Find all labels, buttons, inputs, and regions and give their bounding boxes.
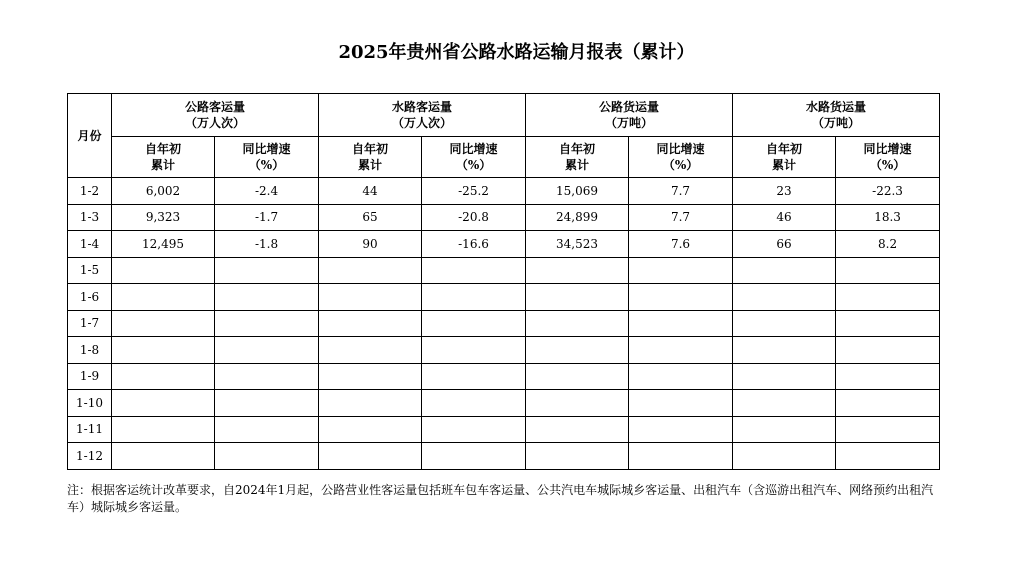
subheader-line: （%）	[455, 158, 492, 172]
cumulative-cell	[733, 363, 836, 390]
growth-cell	[422, 257, 526, 284]
growth-cell	[836, 443, 940, 470]
group-name: 公路客运量	[185, 100, 246, 114]
month-cell: 1-4	[68, 231, 112, 258]
group-unit: （万人次）	[392, 116, 453, 130]
cumulative-cell: 34,523	[526, 231, 629, 258]
cumulative-cell	[733, 443, 836, 470]
growth-header	[629, 137, 733, 178]
cumulative-cell: 23	[733, 178, 836, 205]
group-header-road-passenger	[112, 94, 319, 137]
growth-cell	[422, 337, 526, 364]
group-header-water-passenger	[319, 94, 526, 137]
cumulative-cell	[112, 310, 215, 337]
subheader-line: 同比增速	[242, 142, 291, 156]
growth-cell	[836, 337, 940, 364]
table-row	[68, 178, 940, 205]
page-title: 2025年贵州省公路水路运输月报表（累计）	[338, 42, 695, 63]
month-cell: 1-6	[68, 284, 112, 311]
cumulative-cell: 65	[319, 204, 422, 231]
subheader-line: 自年初	[559, 142, 596, 156]
cumulative-cell	[319, 310, 422, 337]
growth-cell: -2.4	[215, 178, 319, 205]
growth-cell	[215, 284, 319, 311]
growth-cell: -20.8	[422, 204, 526, 231]
cumulative-cell: 24,899	[526, 204, 629, 231]
cumulative-cell	[733, 310, 836, 337]
subheader-line: 累计	[565, 158, 590, 172]
table-row	[68, 257, 940, 284]
cumulative-cell	[526, 363, 629, 390]
growth-cell: -16.6	[422, 231, 526, 258]
cumulative-cell	[112, 257, 215, 284]
month-cell: 1-3	[68, 204, 112, 231]
growth-cell: 7.7	[629, 204, 733, 231]
subheader-line: （%）	[248, 158, 285, 172]
cumulative-cell: 44	[319, 178, 422, 205]
table-row	[68, 416, 940, 443]
cumulative-cell	[526, 310, 629, 337]
group-header-water-freight	[733, 94, 940, 137]
subheader-line: 累计	[358, 158, 383, 172]
cumulative-header	[319, 137, 422, 178]
cumulative-cell	[526, 257, 629, 284]
growth-cell	[629, 363, 733, 390]
group-unit: （万吨）	[812, 116, 861, 130]
growth-cell	[215, 390, 319, 417]
growth-cell	[422, 284, 526, 311]
cumulative-cell	[112, 363, 215, 390]
growth-cell	[629, 337, 733, 364]
header-row-subcolumns	[68, 137, 940, 178]
group-name: 水路客运量	[392, 100, 453, 114]
growth-cell	[422, 310, 526, 337]
subheader-line: 同比增速	[863, 142, 912, 156]
subheader-line: （%）	[869, 158, 906, 172]
cumulative-cell	[112, 390, 215, 417]
subheader-line: 自年初	[144, 142, 181, 156]
cumulative-cell: 9,323	[112, 204, 215, 231]
cumulative-cell	[112, 443, 215, 470]
subheader-line: 自年初	[352, 142, 389, 156]
cumulative-cell: 46	[733, 204, 836, 231]
growth-cell	[422, 416, 526, 443]
subheader-line: 累计	[150, 158, 175, 172]
growth-cell	[836, 416, 940, 443]
growth-cell	[215, 363, 319, 390]
growth-cell: 7.7	[629, 178, 733, 205]
month-cell: 1-10	[68, 390, 112, 417]
group-name: 公路货运量	[599, 100, 660, 114]
cumulative-cell	[526, 284, 629, 311]
growth-header	[836, 137, 940, 178]
growth-cell	[215, 337, 319, 364]
cumulative-cell	[319, 390, 422, 417]
cumulative-cell	[733, 257, 836, 284]
cumulative-cell	[526, 337, 629, 364]
cumulative-cell	[112, 284, 215, 311]
cumulative-cell: 12,495	[112, 231, 215, 258]
growth-header	[215, 137, 319, 178]
table-row	[68, 284, 940, 311]
month-cell: 1-8	[68, 337, 112, 364]
growth-cell	[836, 284, 940, 311]
growth-cell	[629, 310, 733, 337]
cumulative-header	[526, 137, 629, 178]
cumulative-header	[112, 137, 215, 178]
growth-cell: -1.8	[215, 231, 319, 258]
cumulative-cell	[319, 443, 422, 470]
growth-cell	[215, 310, 319, 337]
cumulative-cell	[733, 416, 836, 443]
group-unit: （万吨）	[605, 116, 654, 130]
cumulative-cell	[733, 390, 836, 417]
table-row	[68, 231, 940, 258]
growth-cell	[836, 363, 940, 390]
growth-cell: 8.2	[836, 231, 940, 258]
growth-header	[422, 137, 526, 178]
growth-cell	[422, 363, 526, 390]
growth-cell	[422, 443, 526, 470]
growth-cell: -25.2	[422, 178, 526, 205]
cumulative-cell	[319, 284, 422, 311]
cumulative-cell	[733, 337, 836, 364]
group-name: 水路货运量	[806, 100, 867, 114]
cumulative-cell	[733, 284, 836, 311]
table-row	[68, 363, 940, 390]
growth-cell	[836, 390, 940, 417]
month-header: 月份	[68, 94, 112, 178]
month-cell: 1-9	[68, 363, 112, 390]
table-body	[68, 178, 940, 470]
month-cell: 1-5	[68, 257, 112, 284]
group-unit: （万人次）	[185, 116, 246, 130]
month-cell: 1-11	[68, 416, 112, 443]
table-row	[68, 390, 940, 417]
table-row	[68, 310, 940, 337]
growth-cell	[629, 390, 733, 417]
group-header-road-freight	[526, 94, 733, 137]
header-row-groups	[68, 94, 940, 137]
subheader-line: 自年初	[766, 142, 803, 156]
growth-cell: 7.6	[629, 231, 733, 258]
growth-cell	[215, 443, 319, 470]
subheader-line: （%）	[662, 158, 699, 172]
growth-cell: 18.3	[836, 204, 940, 231]
subheader-line: 同比增速	[656, 142, 705, 156]
cumulative-cell	[112, 416, 215, 443]
subheader-line: 同比增速	[449, 142, 498, 156]
cumulative-cell	[319, 257, 422, 284]
cumulative-cell	[526, 416, 629, 443]
growth-cell	[422, 390, 526, 417]
growth-cell	[215, 257, 319, 284]
table-row	[68, 204, 940, 231]
cumulative-cell	[319, 337, 422, 364]
growth-cell	[836, 310, 940, 337]
month-cell: 1-2	[68, 178, 112, 205]
growth-cell	[629, 257, 733, 284]
month-cell: 1-12	[68, 443, 112, 470]
cumulative-cell	[319, 363, 422, 390]
cumulative-cell	[319, 416, 422, 443]
growth-cell	[629, 284, 733, 311]
footnote: 注：根据客运统计改革要求，自2024年1月起，公路营业性客运量包括班车包车客运量、公共汽电车城际城乡客运量、出租汽车（含巡游出租汽车、网络预约出租汽车）城际城乡客运量。	[67, 483, 934, 514]
subheader-line: 累计	[772, 158, 797, 172]
growth-cell: -22.3	[836, 178, 940, 205]
cumulative-cell: 90	[319, 231, 422, 258]
cumulative-cell: 15,069	[526, 178, 629, 205]
cumulative-cell	[526, 443, 629, 470]
cumulative-cell	[112, 337, 215, 364]
cumulative-cell: 6,002	[112, 178, 215, 205]
growth-cell: -1.7	[215, 204, 319, 231]
month-cell: 1-7	[68, 310, 112, 337]
table-row	[68, 337, 940, 364]
cumulative-header	[733, 137, 836, 178]
cumulative-cell: 66	[733, 231, 836, 258]
cumulative-cell	[526, 390, 629, 417]
growth-cell	[629, 443, 733, 470]
transport-report-table	[67, 93, 940, 470]
growth-cell	[215, 416, 319, 443]
growth-cell	[629, 416, 733, 443]
table-row	[68, 443, 940, 470]
growth-cell	[836, 257, 940, 284]
